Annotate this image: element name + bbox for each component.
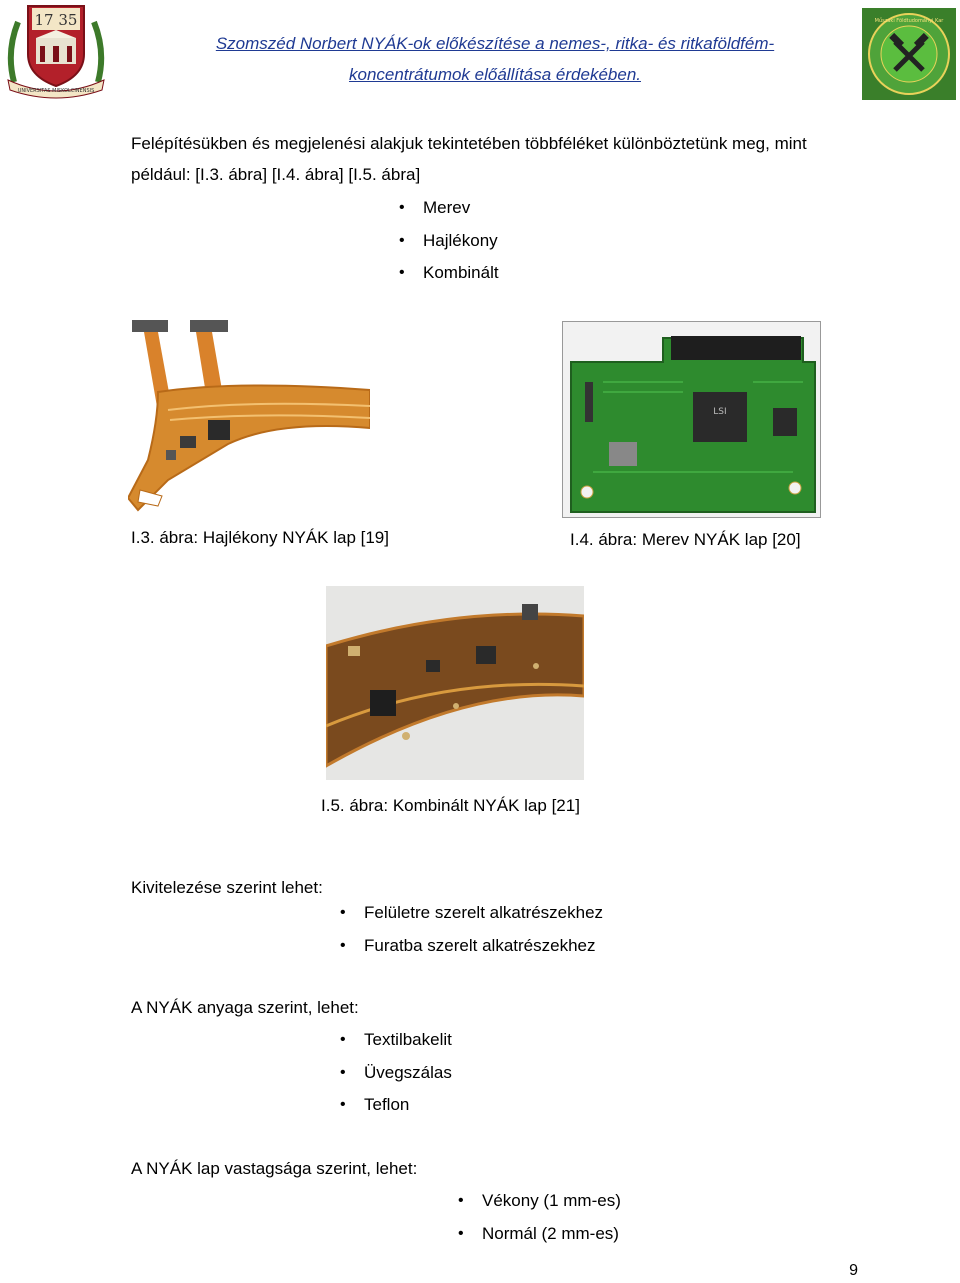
- crest-year-text: 17 35: [34, 11, 78, 29]
- list-item: • Vékony (1 mm-es): [458, 1185, 621, 1218]
- list-item: • Teflon: [340, 1089, 452, 1122]
- list-item: • Merev: [399, 192, 499, 225]
- list-item: • Furatba szerelt alkatrészekhez: [340, 930, 603, 963]
- rigid-pcb-image: [562, 321, 821, 518]
- header-title-line1: Szomszéd Norbert NYÁK-ok előkészítése a nemes-, ritka- és ritkaföldfém-: [215, 34, 775, 53]
- types-list: [399, 192, 499, 290]
- anyag-list: [340, 1024, 452, 1122]
- crest-ribbon-text: UNIVERSITAS MISKOLCINENSIS: [17, 88, 95, 94]
- section-title-kivitelezes: Kivitelezése szerint lehet:: [131, 878, 323, 897]
- vastagsag-list: [458, 1185, 621, 1250]
- figure-caption-fig5: I.5. ábra: Kombinált NYÁK lap [21]: [321, 796, 580, 815]
- intro-line2: például: [I.3. ábra] [I.4. ábra] [I.5. ábra]: [131, 165, 421, 184]
- list-item: • Kombinált: [399, 257, 499, 290]
- combined-pcb-image: [326, 586, 584, 780]
- university-crest-logo: [4, 2, 108, 102]
- faculty-logo-ring-text: Műszaki Földtudományi Kar: [874, 18, 944, 24]
- section-title-anyag: A NYÁK anyaga szerint, lehet:: [131, 998, 359, 1017]
- section-title-vastagsag: A NYÁK lap vastagsága szerint, lehet:: [131, 1159, 418, 1178]
- list-item: • Üvegszálas: [340, 1057, 452, 1090]
- list-item: • Felületre szerelt alkatrészekhez: [340, 897, 603, 930]
- figure-caption-fig3: I.3. ábra: Hajlékony NYÁK lap [19]: [131, 528, 389, 547]
- kivitelezes-list: [340, 897, 603, 962]
- chip-label: LSI: [713, 407, 727, 417]
- list-item: • Normál (2 mm-es): [458, 1218, 621, 1251]
- intro-line1: Felépítésükben és megjelenési alakjuk tekintetében többféléket különböztetünk meg, mint: [131, 134, 807, 153]
- list-item: • Hajlékony: [399, 225, 499, 258]
- list-item: • Textilbakelit: [340, 1024, 452, 1057]
- page-number: 9: [849, 1262, 858, 1279]
- figure-caption-fig4: I.4. ábra: Merev NYÁK lap [20]: [570, 530, 801, 549]
- header-title-line2: koncentrátumok előállítása érdekében.: [348, 65, 641, 84]
- faculty-logo: [862, 8, 956, 100]
- flexible-pcb-image: [128, 320, 370, 518]
